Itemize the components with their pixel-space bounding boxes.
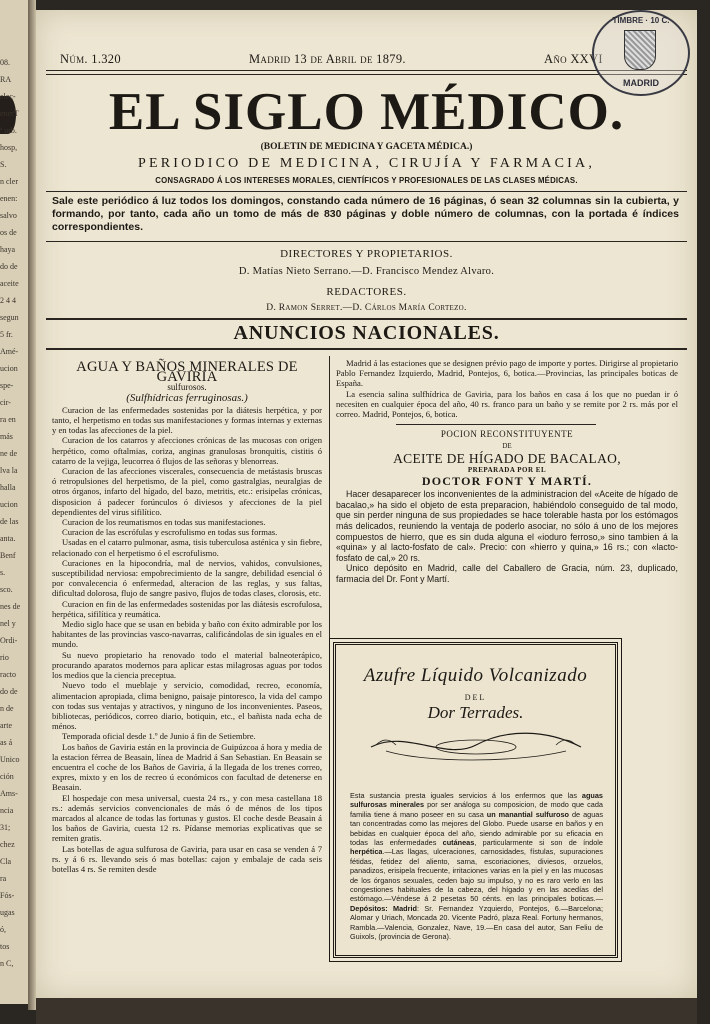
azufre-text-segment: por ser análoga su composicion, de modo que cada familia tiene á mano poseer en su casa (350, 800, 603, 819)
tax-stamp (592, 10, 690, 96)
gaviria-paragraph: Curacion en fin de las enfermedades sostenidas por las diátesis escrofulosa, herpética, sifilítica y reumática. (52, 598, 322, 619)
facing-page-fragment: ª urb. (0, 126, 17, 135)
pocion-heading: POCION RECONSTITUYENTE (440, 429, 574, 440)
directors-heading: DIRECTORES Y PROPIETARIOS. (280, 248, 453, 260)
stamp-bottom-text: MADRID (623, 78, 659, 88)
azufre-ad-box (333, 642, 618, 958)
issue-meta-row (54, 52, 677, 70)
facing-page-fragment: hosp, (0, 143, 18, 152)
facing-page-fragment: RA (0, 75, 12, 84)
notice-rule-bottom (46, 241, 687, 242)
gaviria-paragraph: Curacion de las enfermedades sostenidas por la diátesis herpética, y por tanto, el herpetismo en todas sus manifestaciones y formas internas y externas y en todas las afecciones de la piel. (52, 404, 322, 436)
facing-page-fragment: ugas (0, 908, 15, 917)
masthead-subtitle: (BOLETIN DE MEDICINA Y GACETA MÉDICA.) (260, 142, 473, 152)
stamp-top-text: TIMBRE · 10 C. (612, 16, 670, 25)
facing-page-fragment: ción (0, 772, 14, 781)
azufre-ad-title: Azufre Líquido Volcanizado (363, 665, 588, 686)
facing-page-fragment: 2 4 4 (0, 296, 16, 305)
gaviria-paragraph: Los baños de Gaviria están en la provincia de Guipúzcoa á hora y media de la estacion férrea de Beasain, línea de Madrid á San Sebastian. En Beasain se encuentra el coche de los Baños de Gaviria, á la llegada de los trenes correo, expres, mixto y en los de recreo ú económicos con facultad de detenerse en Beasain. (52, 741, 322, 793)
gaviria-ad-subtitle-italic: (Sulfhídricas ferruginosas.) (126, 391, 248, 404)
facing-page-fragment: 31; (0, 823, 11, 832)
editors-names: D. Ramon Serret.—D. Cárlos María Cortezo. (266, 303, 467, 313)
facing-page-fragment: n cler (0, 177, 18, 186)
facing-page-fragment: haya (0, 245, 16, 254)
gaviria-ad-subtitle: sulfurosos. (167, 382, 207, 393)
azufre-text-segment: cutáneas (442, 838, 475, 848)
gaviria-paragraph: Su nuevo propietario ha renovado todo el material balneoterápico, procurando aparatos modernos para aplicar estas milagrosas aguas por todos los medios que la ciencia preceptua. (52, 649, 322, 681)
facing-page-fragment: Benf (0, 551, 16, 560)
section-rule-top (46, 318, 687, 320)
facing-page-fragment: arte (0, 721, 12, 730)
editors-heading: REDACTORES. (326, 286, 407, 298)
gaviria-ad-title: AGUA Y BAÑOS MINERALES DE GAVIRIA (76, 359, 298, 386)
facing-page-fragment: ucion (0, 500, 18, 509)
gaviria-paragraph: Curacion de los catarros y afecciones crónicas de las mucosas con origen herpético, como oftalmias, coriza, anginas granulosas bronquitis, cistitis ó catarro de la vejiga, leucorrea ó flujos de las señoras y blenorreas. (52, 435, 322, 466)
facing-page-fragment: Ams- (0, 789, 18, 798)
facing-page-fragment: elec- (0, 92, 16, 101)
azufre-ad-del: DEL (464, 693, 487, 702)
facing-page-fragment: spe- (0, 381, 14, 390)
book-gutter (28, 0, 36, 1010)
column-divider (329, 356, 330, 960)
facing-page-fragment: rio (0, 653, 9, 662)
facing-page-fragment: ncia (0, 806, 14, 815)
facing-page-fragment: 5 fr. (0, 330, 13, 339)
section-heading: ANUNCIOS NACIONALES. (233, 322, 500, 344)
azufre-text-segment: Depósitos: Madrid (350, 903, 417, 913)
facing-page-fragment: os de (0, 228, 17, 237)
newspaper-page (36, 10, 697, 998)
azufre-text-segment: Esta sustancia presta iguales servicios á los enfermos que las (350, 791, 582, 800)
azufre-text-segment: .—Las llagas, ulceraciones, carnosidades, fístulas, supuraciones fétidas, fetidez del aliento, sarna, escoriaciones, diviesos, orzuelos, panadizos, erisipela frecuente, irritaciones varias en la piel y en las mucosas de los órganos sexuales, ceden bajo su impulso, y no es raro verlo en las congestiones habituales de la cabeza, del hígado y en las acedías del estómago.—Véndese á 2 pesetas 50 cénts. en las principales boticas.— (350, 847, 603, 904)
facing-page-fragment: do de (0, 687, 18, 696)
pocion-body (336, 489, 678, 584)
facing-page-fragment: más (0, 432, 13, 441)
gaviria-ad-continuation (336, 358, 678, 419)
notice-rule-top (46, 191, 687, 192)
facing-page-fragment: n C, (0, 959, 14, 968)
masthead-tagline: PERIODICO DE MEDICINA, CIRUJÍA Y FARMACIA, (137, 156, 596, 171)
azufre-text-segment: , particularmente si son de índole (474, 838, 603, 848)
issue-date: Madrid 13 de Abril de 1879. (249, 52, 406, 66)
coat-of-arms-icon (624, 30, 656, 70)
facing-page-fragment: ra (0, 874, 7, 883)
facing-page-fragment: 08. (0, 58, 10, 67)
pocion-product: ACEITE DE HÍGADO DE BACALAO, (393, 450, 621, 466)
azufre-text-segment: : Sr. Fernandez Yzquierdo, Pontejos, 6.—Barcelona; Alomar y Uriach, Moncada 20. Vicente Padró, plaza Real. Fortuny hermanos, Rambla.—Valencia, Gonzalez, Nave, 19.—En casa del autor, San Feliu de Guixols, (provincia de Gerona). (350, 903, 603, 942)
facing-page-fragment: ó, (0, 925, 6, 934)
facing-page-fragment: do de (0, 262, 18, 271)
facing-page-fragment: Unico (0, 755, 20, 764)
facing-page-fragment: ra en (0, 415, 16, 424)
gaviria-ad-body (52, 405, 322, 874)
pocion-paragraph: Unico depósito en Madrid, calle del Caballero de Gracia, núm. 23, duplicado, farmacia del Dr. Font y Martí. (336, 563, 678, 584)
azufre-text-segment: aguas sulfurosas minerales (350, 791, 603, 810)
issue-year: Año XXVI (544, 52, 603, 66)
facing-page-fragment: enen: (0, 194, 18, 203)
facing-page-fragment: chez (0, 840, 15, 849)
header-rule (46, 70, 687, 71)
publication-notice: Sale este periódico á luz todos los domingos, constando cada número de 16 páginas, ó sean 32 columnas sin la cubierta, y formando, por tanto, cada año un tomo de más de 830 páginas y doble número de columnas, con la portada é índices correspondientes. (52, 195, 679, 233)
azufre-text-segment: herpética (350, 847, 383, 857)
issue-number: Núm. 1.320 (60, 52, 121, 66)
azufre-text-segment: de aguas tan concentradas como las mejores del Globo. Puede usarse en baños y en bebidas en cualquier época del año, siendo admirable por su eficacia en todas las enfermedades (350, 809, 603, 848)
azufre-text-segment: un manantial sulfuroso (486, 809, 569, 819)
gaviria-paragraph: Las botellas de agua sulfurosa de Gaviria, para usar en casa se venden á 7 rs. y á 6 rs. llevando seis ó mas botellas: cajon y embalaje de cada seis botellas 4 rs. Se remiten desde (52, 843, 322, 874)
pocion-rule (396, 424, 596, 425)
facing-page-fragment: ucion (0, 364, 18, 373)
directors-names: D. Matías Nieto Serrano.—D. Francisco Mendez Alvaro. (238, 266, 495, 277)
facing-page-fragment: racto (0, 670, 16, 679)
gaviria-continued-paragraph: La esencia salina sulfhídrica de Gaviria, para los baños en casa á los que no puedan ir ó necesiten en cualquier época del año, 40 rs. franco para un baño y se remite por 2 rs. más por el correo. Madrid, Pontejos, 6, botica. (336, 388, 678, 420)
facing-page-fragment: nes de (0, 602, 21, 611)
azufre-ad-body (350, 791, 603, 942)
gaviria-paragraph: Temporada oficial desde 1.º de Junio á fin de Setiembre. (62, 731, 256, 742)
facing-page-fragment: aceite (0, 279, 19, 288)
gaviria-continued-paragraph: Madrid á las estaciones que se designen prévio pago de importe y portes. Dirigirse al propietario Pablo Fernandez Izquierdo, Madrid, Pontejos, 6, botica.—Provincias, las principales boticas de España. (336, 358, 678, 389)
facing-page-fragment: segun (0, 313, 19, 322)
facing-page-fragment: enerT (0, 109, 19, 118)
facing-page-fragment: Fós- (0, 891, 15, 900)
flourish-ornament (366, 727, 586, 765)
azufre-ad-author: Dor Terrades. (427, 703, 524, 722)
right-ad-column (336, 358, 678, 585)
facing-page-fragment: Ordi- (0, 636, 18, 645)
facing-page-fragment: Amé- (0, 347, 19, 356)
page-bottom-edge (36, 998, 697, 1024)
facing-page-fragment: salvo (0, 211, 17, 220)
pocion-paragraph: Hacer desaparecer los inconvenientes de la administracion del «Aceite de hígado de bacalao,» ha sido el objeto de esta preparacion, habiéndolo conseguido de tal modo, que sin perder ninguna de sus propiedades se hace tolerable hasta por los estómagos más delicados, reuniendo la ventaja de poderlo asociar, no sólo á uno de los mejores compuestos de hierro, que es sin duda alguna el «ioduro ferroso,» sino tambien á la «quina» y al lacto-fosfato de cal». Precio: con «hierro y quina,» 16 rs.; con «lacto-fosfato de cal,» 20 rs. (336, 489, 678, 563)
facing-page-fragment: tos (0, 942, 10, 951)
facing-page-strip (0, 0, 29, 1004)
facing-page-fragment: s. (0, 568, 6, 577)
gaviria-paragraph: Nuevo todo el mueblaje y servicio, comodidad, recreo, economía, alimentacion apropiada, clima benigno, paisaje pintoresco, la vida del campo con todas sus ventajas y atractivos, y ninguno de los inconvenientes. Paseos, bibliotecas, periódicos, correo diario, botiquin, etc., el bañista nada echa de ménos. (52, 680, 322, 732)
gaviria-paragraph: Usadas en el catarro pulmonar, asma, tisis tuberculosa asténica y sin fiebre, relacionado con el herpetismo ó el escrofulismo. (52, 537, 322, 558)
facing-page-fragment: cir- (0, 398, 11, 407)
facing-page-fragment: nel y (0, 619, 16, 628)
gaviria-paragraph: Curacion de los reumatismos en todas sus manifestaciones. (62, 517, 266, 528)
facing-page-fragment: as á (0, 738, 13, 747)
facing-page-fragment: de las (0, 517, 19, 526)
facing-page-fragment: sco. (0, 585, 13, 594)
masthead-description: CONSAGRADO Á LOS INTERESES MORALES, CIENTÍFICOS Y PROFESIONALES DE LAS CLASES MÉDICAS. (155, 176, 578, 185)
header-rule-2 (46, 74, 687, 75)
pocion-by: PREPARADA POR EL (467, 465, 547, 474)
gaviria-paragraph: Curacion de las escrófulas y escrofulismo en todas sus formas. (62, 527, 278, 538)
section-rule-bottom (46, 348, 687, 350)
gaviria-paragraph: Medio siglo hace que se usan en bebida y baño con éxito admirable por los habitantes de las provincias vasco-navarras, calificándolas de sin iguales en el mundo. (52, 619, 322, 650)
masthead-title: EL SIGLO MÉDICO. (108, 83, 625, 141)
facing-page-fragment: n de (0, 704, 14, 713)
gaviria-ad-column (52, 358, 322, 874)
pocion-de: DE (502, 442, 512, 451)
facing-page-fragment: ne de (0, 449, 18, 458)
facing-page-fragment: S. (0, 160, 7, 169)
gaviria-paragraph: Curacion de las afecciones viscerales, consecuencia de metástasis bruscas ó retropulsiones del herpetismo, de la piel, como gastralgias, neuralgias de otros órganos, infarto del hígado, del bazo, metritis, etc.: erisipelas crónicas, disposicion á padecer forúnculos ó diviesos y afecciones de la piel dependientes del virus sifilítico. (52, 466, 322, 517)
gaviria-paragraph: El hospedaje con mesa universal, cuesta 24 rs., y con mesa castellana 18 rs.: además servicios convencionales de más ó de ménos de los tipos marcados al alcance de todas las fortunas y gustos. El coche desde Beasain á los baños de Gaviria, cuesta 12 rs. Pídanse memorias explicativas que se remiten gratis. (52, 792, 322, 844)
facing-page-fragment: Cla (0, 857, 12, 866)
pocion-doctor: DOCTOR FONT Y MARTÍ. (421, 474, 593, 489)
facing-page-fragment: halla (0, 483, 16, 492)
gaviria-paragraph: Curaciones en la hipocondría, mal de nervios, vahidos, convulsiones, susceptibilidad nerviosa: empobrecimiento de la sangre, debilidad esencial ó por convalecencia ó enfermedad, alteracion de las reglas, y sus faltas, dificultad dolorosa, flujo de sangre pasivo, flujos de todas clases, clorosis, etc. (52, 557, 322, 599)
facing-page-fragment: lva la (0, 466, 18, 475)
facing-page-fragment: anta. (0, 534, 16, 543)
